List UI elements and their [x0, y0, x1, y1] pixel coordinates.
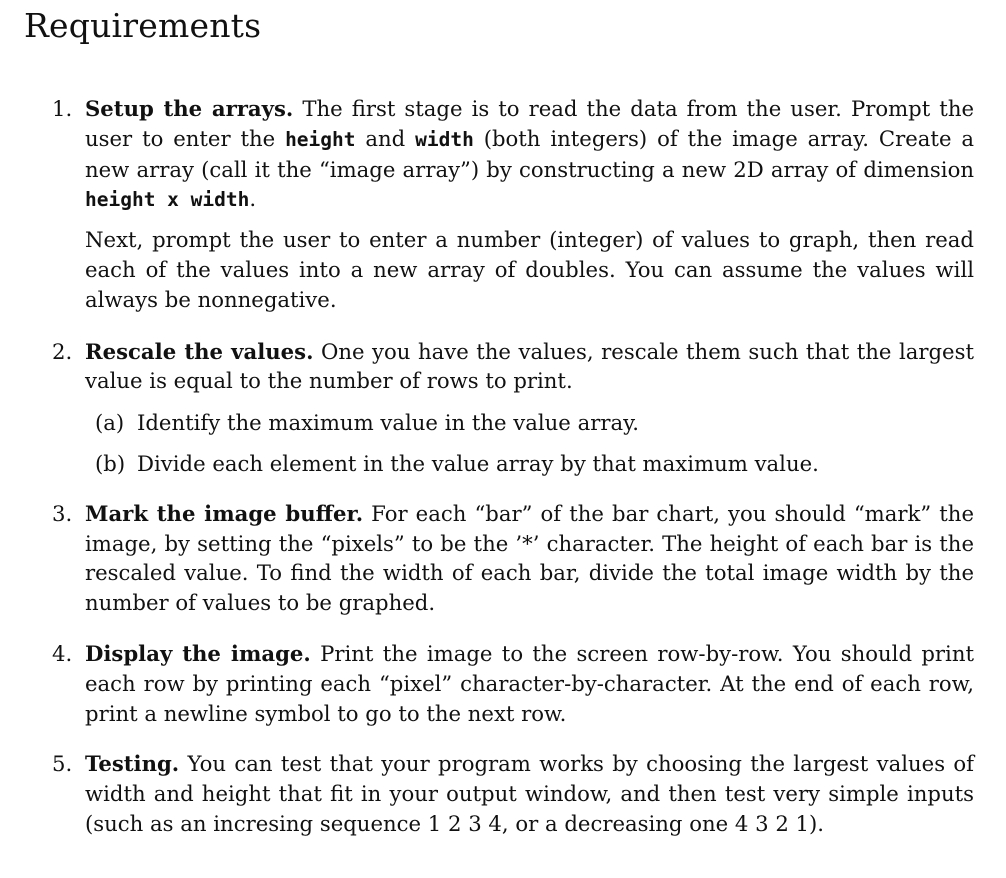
item-text: One you have the values, rescale them such that the largest value is equal to the number of rows to print. [85, 338, 974, 394]
item-text: (both integers) of the image array. Create a new array (call it the “image array”) by constructing a new 2D array of dimension [85, 125, 974, 182]
code-height: height [285, 127, 356, 151]
sub-text: Identify the maximum value in the value array. [137, 410, 639, 436]
sub-item-b [85, 449, 974, 479]
item-number: 1. [52, 96, 73, 121]
code-width: width [415, 127, 474, 151]
item-paragraph [85, 94, 974, 215]
sub-text: Divide each element in the value array by that maximum value. [137, 450, 819, 476]
code-dimensions: height x width [85, 188, 250, 212]
item-paragraph-2: Next, prompt the user to enter a number (integer) of values to graph, then read each of the values into a new array of doubles. You can assume the values will always be nonnegative. [85, 227, 974, 312]
item-paragraph [85, 499, 974, 618]
item-text: . [249, 186, 257, 212]
item-title: Testing. [85, 751, 180, 777]
sub-list [85, 408, 974, 479]
sub-label: (b) [95, 450, 126, 476]
sub-item-a [85, 408, 974, 438]
section-heading: Requirements [24, 6, 262, 45]
requirement-item-4 [24, 639, 974, 728]
item-text: Print the image to the screen row-by-row. You should print each row by printing each “pixel” character-by-character. At the end of each row, print a newline symbol to go to the next row. [85, 640, 974, 726]
item-title: Setup the arrays. [85, 96, 294, 121]
item-paragraph [85, 749, 974, 838]
item-number: 4. [52, 640, 73, 666]
item-number: 3. [52, 500, 73, 526]
item-text: You can test that your program works by choosing the largest values of width and height that fit in your output window, and then test very simple inputs (such as an incresing sequence 1 2 3 4, or a decreasing one 4 3 2 1). [85, 751, 974, 836]
requirement-item-2 [24, 337, 974, 479]
item-text: The first stage is to read the data from the user. Prompt the user to enter the [85, 96, 975, 151]
item-text: For each “bar” of the bar chart, you should “mark” the image, by setting the “pixels” to be the ’*’ character. The height of each bar is the rescaled value. To find the width of each bar, divide the total image width by the number of values to be graphed. [85, 500, 974, 616]
item-title: Mark the image buffer. [85, 500, 364, 526]
item-title: Rescale the values. [85, 338, 314, 364]
item-number: 5. [52, 751, 73, 777]
requirement-item-5 [24, 749, 974, 838]
item-text: and [355, 125, 416, 151]
requirement-item-3 [24, 499, 974, 618]
requirement-item-1 [24, 94, 974, 315]
item-paragraph [85, 639, 974, 728]
requirements-list [24, 84, 974, 839]
item-paragraph [85, 337, 974, 397]
item-number: 2. [52, 338, 73, 364]
sub-label: (a) [95, 410, 125, 436]
item-title: Display the image. [85, 640, 311, 666]
